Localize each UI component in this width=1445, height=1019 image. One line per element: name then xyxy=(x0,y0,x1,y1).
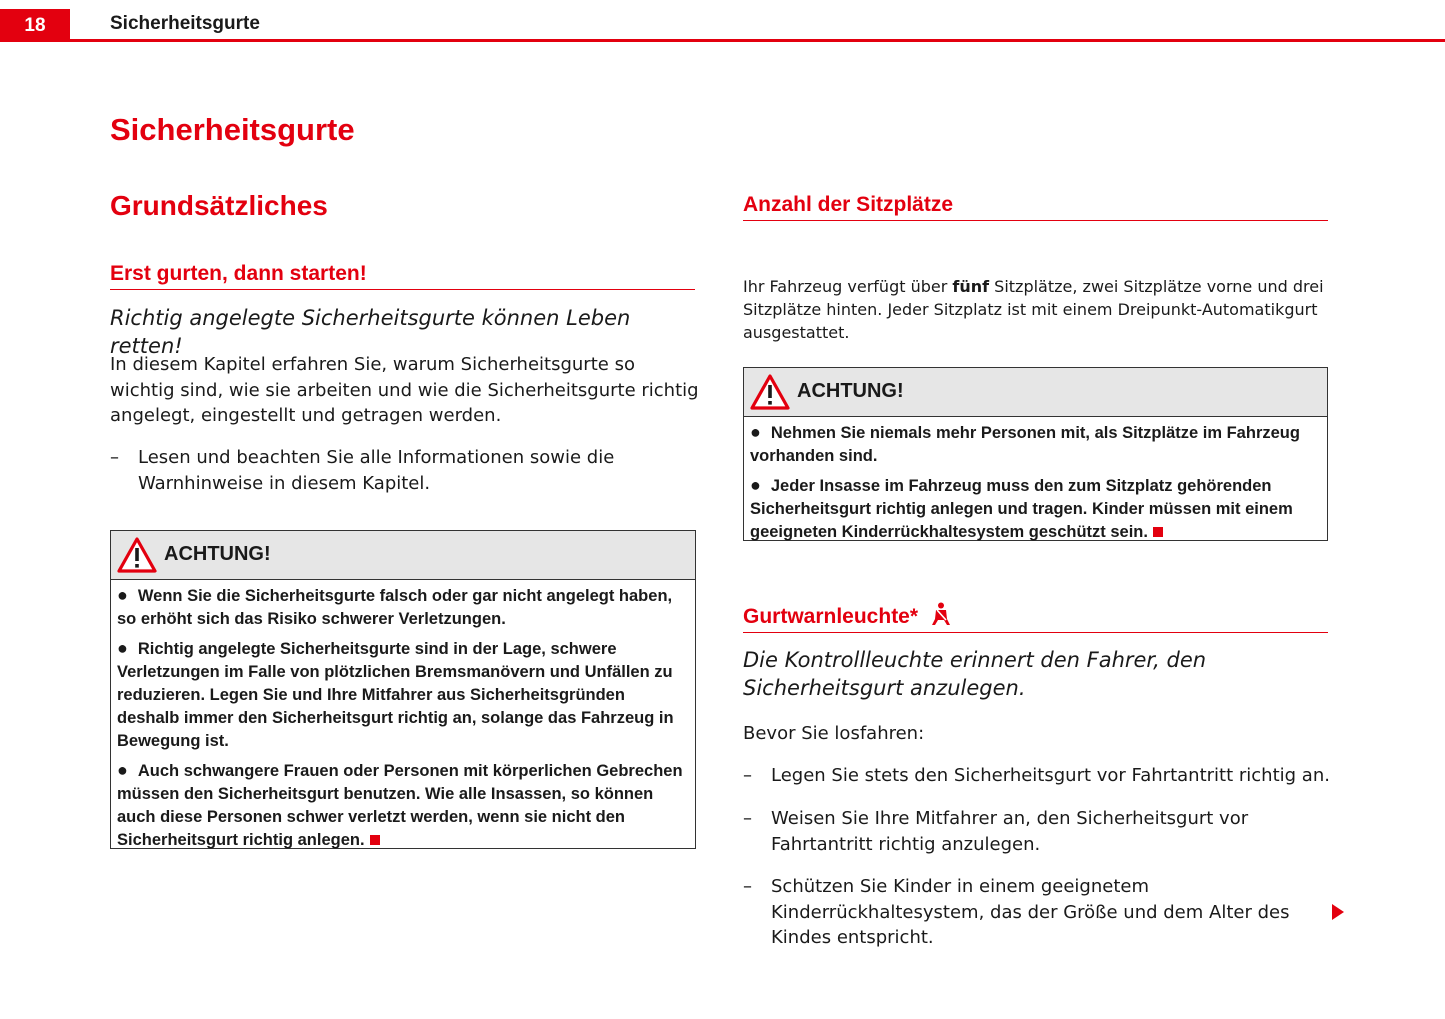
end-of-section-marker-icon xyxy=(1153,527,1163,537)
heading-gurtwarnleuchte: Gurtwarnleuchte* xyxy=(743,602,1328,633)
belt-instruction: – Legen Sie stets den Sicherheitsgurt vor Fahrtantritt richtig an. xyxy=(743,765,1330,786)
belt-light-lead: Bevor Sie losfahren: xyxy=(743,723,925,744)
seats-paragraph: Ihr Fahrzeug verfügt über fünf Sitzplätze, zwei Sitzplätze vorne und drei Sitzplätze hinten. Jeder Sitzplatz ist mit einem Dreipunkt-Automatikgurt ausgestattet. xyxy=(743,277,1324,342)
warning-item: ● Nehmen Sie niemals mehr Personen mit, als Sitzplätze im Fahrzeug vorhanden sind. xyxy=(750,422,1300,465)
chapter-title: Sicherheitsgurte xyxy=(110,112,355,147)
header-rule xyxy=(70,39,1445,42)
warning-body xyxy=(744,417,1327,556)
left-paragraph: In diesem Kapitel erfahren Sie, warum Sicherheitsgurte so wichtig sind, wie sie arbeiten und wie die Sicherheitsgurte richtig angelegt, eingestellt und getragen werden. xyxy=(110,354,699,426)
section-title: Grundsätzliches xyxy=(110,190,328,221)
warning-item: ● Wenn Sie die Sicherheitsgurte falsch oder gar nicht angelegt haben, so erhöht sich das Risiko schwerer Verletzungen. xyxy=(117,585,673,628)
warning-header xyxy=(744,368,1327,417)
heading-anzahl-sitzplaetze: Anzahl der Sitzplätze xyxy=(743,193,1328,221)
warning-title: ACHTUNG! xyxy=(164,543,271,565)
belt-instruction: – Schützen Sie Kinder in einem geeignetem Kinderrückhaltesystem, das der Größe und dem Alter des Kindes entspricht. xyxy=(743,876,1290,948)
warning-item: ● Auch schwangere Frauen oder Personen mit körperlichen Gebrechen müssen den Sicherheitsgurt benutzen. Wie alle Insassen, so können auch diese Personen schwer verletzt werden, wenn sie nicht den Sicherheitsgurt richtig anlegen. xyxy=(117,760,683,849)
warning-item: ● Richtig angelegte Sicherheitsgurte sind in der Lage, schwere Verletzungen im Falle von plötzlichen Bremsmanövern und Unfällen zu reduzieren. Legen Sie und Ihre Mitfahrer aus Sicherheitsgründen deshalb immer den Sicherheitsgurt richtig an, solange das Fahrzeug in Bewegung ist. xyxy=(117,638,674,750)
heading-erst-gurten: Erst gurten, dann starten! xyxy=(110,262,695,290)
next-page-arrow-icon[interactable] xyxy=(1331,903,1345,921)
warning-box-right xyxy=(743,367,1328,541)
belt-instruction: – Weisen Sie Ihre Mitfahrer an, den Sicherheitsgurt vor Fahrtantritt richtig anzulegen. xyxy=(743,808,1249,855)
page-header xyxy=(0,0,1445,42)
left-instruction xyxy=(110,445,694,496)
warning-box-left xyxy=(110,530,696,849)
left-intro: Richtig angelegte Sicherheitsgurte können Leben retten! xyxy=(110,306,631,358)
warning-triangle-icon xyxy=(750,374,790,410)
end-of-section-marker-icon xyxy=(370,835,380,845)
warning-title: ACHTUNG! xyxy=(797,380,904,402)
page-number: 18 xyxy=(0,9,70,42)
running-title: Sicherheitsgurte xyxy=(110,13,260,34)
left-instruction-text: Lesen und beachten Sie alle Informationen sowie die Warnhinweise in diesem Kapitel. xyxy=(138,447,615,494)
warning-triangle-icon xyxy=(117,537,157,573)
warning-header xyxy=(111,531,695,580)
seatbelt-warning-icon xyxy=(930,602,952,626)
belt-light-intro: Die Kontrollleuchte erinnert den Fahrer, den Sicherheitsgurt anzulegen. xyxy=(743,648,1207,700)
dash-marker: – xyxy=(110,447,119,468)
warning-body xyxy=(111,580,695,864)
seat-count: fünf xyxy=(952,277,990,296)
warning-item: ● Jeder Insasse im Fahrzeug muss den zum Sitzplatz gehörenden Sicherheitsgurt richtig anlegen und tragen. Kinder müssen mit einem geeigneten Kinderrückhaltesystem geschützt sein. xyxy=(750,475,1293,541)
